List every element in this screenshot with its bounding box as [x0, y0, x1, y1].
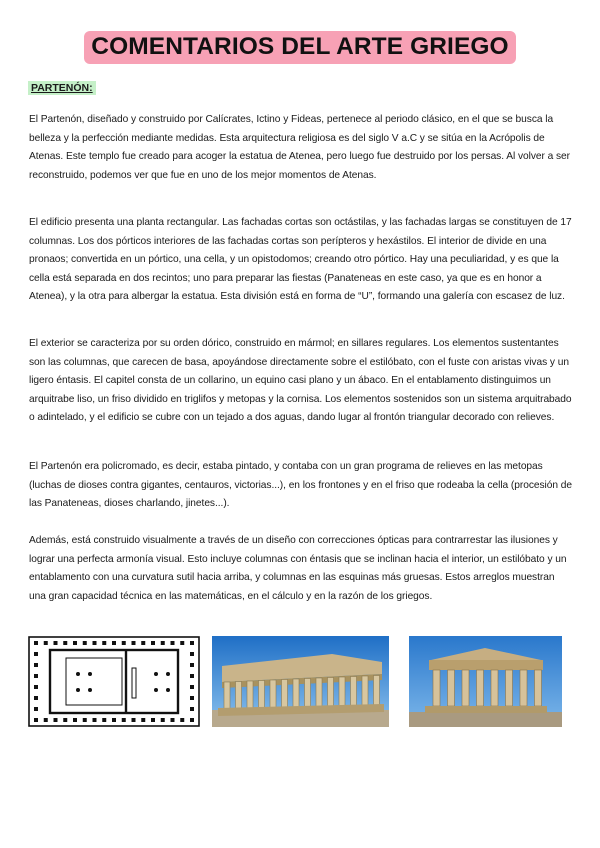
paragraph-plan: El edificio presenta una planta rectangular. Las fachadas cortas son octástilas, y las fachadas largas se constituyen de 17 columnas. Los dos pórticos interiores de las fachadas cortas son perípteros y hexástilos. El interior de divide en una pronaos; convertida en un pórtico, una cella, y un opistodomos; creando otro pórtico. Hay una peculiaridad, y es que la cella está separada en dos recintos; uno para preparar las fiestas (Panateneas en este caso, ya que es en honor a Atenea), y la otra para albergar la estatua. Esta división está en forma de “U”, formando una galería con escasez de luz.: [29, 217, 572, 302]
parthenon-side-view-image: [212, 636, 389, 727]
parthenon-front-view-image: [409, 636, 562, 727]
paragraph-polychromy: El Partenón era policromado, es decir, estaba pintado, y contaba con un gran programa de relieves en las metopas (luchas de dioses contra gigantes, centauros, victorias...), en los frontones y en el friso que rodeaba la cella (procesión de las Panateneas, dioses charlando, jinetes...).: [29, 461, 573, 509]
paragraph-optical-corrections: Además, está construido visualmente a través de un diseño con correcciones ópticas para contrarrestar las ilusiones y lograr una perfecta armonía visual. Esto incluye columnas con éntasis que se inclinan hacia el interior, un estilóbato y un entablamento con una curvatura sutil hacia arriba, y columnas en las esquinas más gruesas. Estos arreglos muestran una gran capacidad técnica en las matemáticas, en el cálculo y en la razón de los griegos.: [29, 535, 567, 602]
parthenon-floor-plan-image: [28, 636, 200, 727]
paragraph-exterior: El exterior se caracteriza por su orden dórico, construido en mármol; en sillares regulares. Los elementos sustentantes son las columnas, que carecen de basa, apoyándose directamente sobre el estilóbato, con el fuste con aristas vivas y un ligero éntasis. El capitel consta de un collarino, un equino casi plano y un ábaco. En el entablamento distinguimos un arquitrabe liso, un friso dividido en triglifos y metopas y la cornisa. Los elementos sostenidos son un sistema arquitrabado o adintelado, y el edificio se cubre con un tejado a dos aguas, dando lugar al frontón triangular decorado con relieves.: [29, 338, 572, 423]
page-title: COMENTARIOS DEL ARTE GRIEGO: [84, 31, 515, 64]
title-container: [0, 31, 600, 64]
section-heading: PARTENÓN:: [28, 81, 96, 95]
paragraph-intro: El Partenón, diseñado y construido por Calícrates, Ictino y Fideas, pertenece al periodo clásico, en el que se busca la belleza y la perfección mediante medidas. Esta arquitectura religiosa es del siglo V a.C y se sitúa en la Acrópolis de Atenas. Este templo fue creado para acoger la estatua de Atenea, pero luego fue destruido por los persas. Al volver a ser reconstruido, podemos ver que fue en uno de los mejor momentos de Atenas.: [29, 114, 571, 181]
